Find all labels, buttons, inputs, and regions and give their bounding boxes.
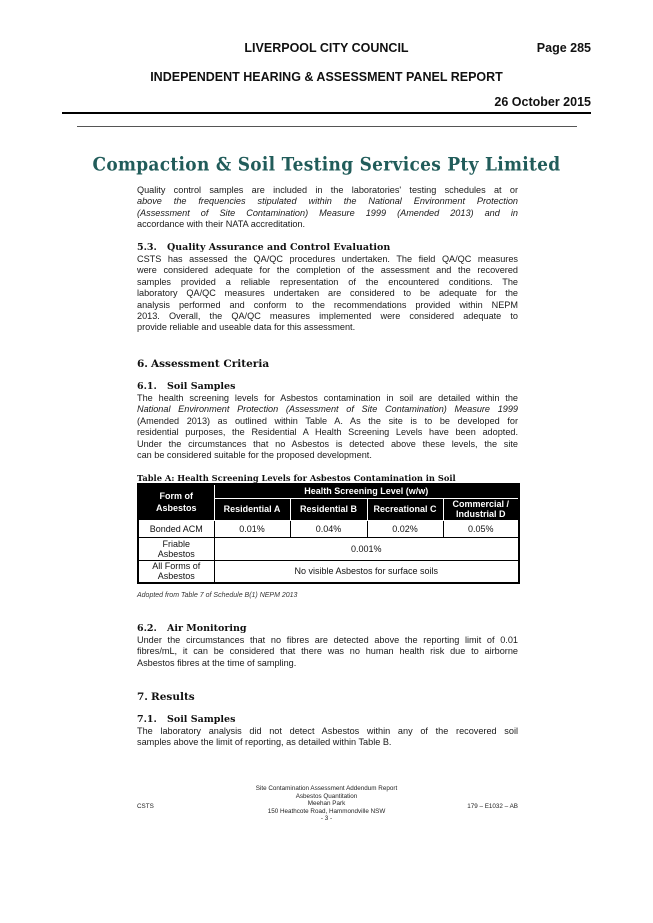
header-rule-thick xyxy=(62,112,591,114)
table-row xyxy=(138,537,519,560)
section-title: Soil Samples xyxy=(167,714,236,725)
intro-line: accordance with their NATA accreditation. xyxy=(137,219,306,230)
header-rule-thin xyxy=(77,126,577,127)
section-number: 7.1. xyxy=(137,714,157,725)
section-title: Results xyxy=(151,691,195,703)
section-7-1-paragraph xyxy=(137,726,518,749)
footer-right: 179 – E1032 – AB xyxy=(467,803,518,810)
footer-center xyxy=(0,785,653,823)
section-title: Quality Assurance and Control Evaluation xyxy=(167,242,391,253)
section-7-heading xyxy=(137,691,195,703)
paragraph-line: laboratory QA/QC measures undertaken are considered to be adequate for the xyxy=(137,288,518,299)
section-6-2-heading xyxy=(137,623,247,634)
page-number: Page 285 xyxy=(536,41,591,55)
column-header: Recreational C xyxy=(367,498,443,520)
paragraph-line: residential purposes, the Residential A Health Screening Levels have been adopted. xyxy=(137,427,518,438)
paragraph-line: samples above the limit of reporting, as detailed within Table B. xyxy=(137,737,392,748)
section-title: Soil Samples xyxy=(167,381,236,392)
table-cell: No visible Asbestos for surface soils xyxy=(214,560,519,583)
paragraph-line: fibres/mL, it can be considered that there was no human health risk due to airborne xyxy=(137,646,518,657)
table-cell: 0.04% xyxy=(290,520,367,537)
report-date: 26 October 2015 xyxy=(494,95,591,109)
report-title: INDEPENDENT HEARING & ASSESSMENT PANEL REPORT xyxy=(150,70,503,84)
section-title: Assessment Criteria xyxy=(151,358,270,370)
table-cell: 0.001% xyxy=(214,537,519,560)
table-source: Adopted from Table 7 of Schedule B(1) NEPM 2013 xyxy=(137,592,298,599)
table-cell: 0.05% xyxy=(443,520,519,537)
paragraph-line: Asbestos fibres at the time of sampling. xyxy=(137,657,297,668)
intro-paragraph xyxy=(137,185,518,231)
footer-left: CSTS xyxy=(137,803,154,810)
intro-line: (Assessment of Site Contamination) Measure 1999 (Amended 2013) and in xyxy=(137,207,518,218)
paragraph-line: provide reliable and useable data for this assessment. xyxy=(137,322,356,333)
section-5-3-heading xyxy=(137,242,390,253)
column-header: Residential A xyxy=(214,498,290,520)
paragraph-line: samples provided a reliable representation of the encountered conditions. The xyxy=(137,276,518,287)
row-label: Friable Asbestos xyxy=(138,537,214,560)
section-7-1-heading xyxy=(137,714,235,725)
section-6-1-heading xyxy=(137,381,235,392)
paragraph-line: The laboratory analysis did not detect Asbestos within any of the recovered soil xyxy=(137,726,518,736)
paragraph-line: can be considered suitable for the proposed development. xyxy=(137,450,372,461)
section-title: Air Monitoring xyxy=(167,623,247,634)
section-6-2-paragraph xyxy=(137,635,518,669)
footer-line: Meehan Park xyxy=(307,800,346,808)
section-5-3-paragraph xyxy=(137,254,518,334)
section-number: 6. xyxy=(137,358,148,370)
intro-line: Quality control samples are included in the laboratories' testing schedules at or xyxy=(137,185,518,195)
section-number: 7. xyxy=(137,691,148,703)
paragraph-line: Under the circumstances that no fibres are detected above the reporting limit of 0.01 xyxy=(137,635,518,645)
paragraph-line: were considered adequate for the completion of the assessment and the recovered xyxy=(137,265,518,276)
paragraph-line: The health screening levels for Asbestos contamination in soil are detailed within the xyxy=(137,393,518,403)
council-name: LIVERPOOL CITY COUNCIL xyxy=(244,41,409,55)
table-row xyxy=(138,560,519,583)
footer-line: Site Contamination Assessment Addendum Report xyxy=(255,785,398,792)
footer-line: 150 Heathcote Road, Hammondville NSW xyxy=(267,807,386,815)
row-label: Bonded ACM xyxy=(138,520,214,537)
paragraph-line: National Environment Protection (Assessment of Site Contamination) Measure 1999 xyxy=(137,404,518,415)
table-row xyxy=(138,520,519,537)
section-6-heading xyxy=(137,358,269,370)
paragraph-line: Under the circumstances that no Asbestos is detected above these levels, the site xyxy=(137,438,518,449)
table-caption: Table A: Health Screening Levels for Asbestos Contamination in Soil xyxy=(137,473,456,483)
footer-line: - 3 - xyxy=(320,815,333,823)
health-screening-table xyxy=(137,483,520,584)
section-number: 6.1. xyxy=(137,381,157,392)
health-screening-level-header: Health Screening Level (w/w) xyxy=(214,484,519,498)
paragraph-line: analysis performed and conform to the recommendations provided within NEPM xyxy=(137,299,518,310)
paragraph-line: (Amended 2013) as outlined within Table A. As the site is to be developed for xyxy=(137,415,518,426)
company-name: Compaction & Soil Testing Services Pty Limited xyxy=(92,154,561,176)
section-number: 6.2. xyxy=(137,623,157,634)
table-cell: 0.02% xyxy=(367,520,443,537)
column-header: Residential B xyxy=(290,498,367,520)
column-header: Commercial / Industrial D xyxy=(443,498,519,520)
intro-line: above the frequencies stipulated within the National Environment Protection xyxy=(137,196,518,207)
footer-line: Asbestos Quantitation xyxy=(295,792,358,800)
form-of-asbestos-header: Form of Asbestos xyxy=(138,484,214,520)
section-6-1-paragraph xyxy=(137,393,518,461)
section-number: 5.3. xyxy=(137,242,157,253)
table-cell: 0.01% xyxy=(214,520,290,537)
row-label: All Forms of Asbestos xyxy=(138,560,214,583)
paragraph-line: 2013. Overall, the QA/QC measures implemented were considered adequate to xyxy=(137,311,518,322)
paragraph-line: CSTS has assessed the QA/QC procedures undertaken. The field QA/QC measures xyxy=(137,254,518,264)
